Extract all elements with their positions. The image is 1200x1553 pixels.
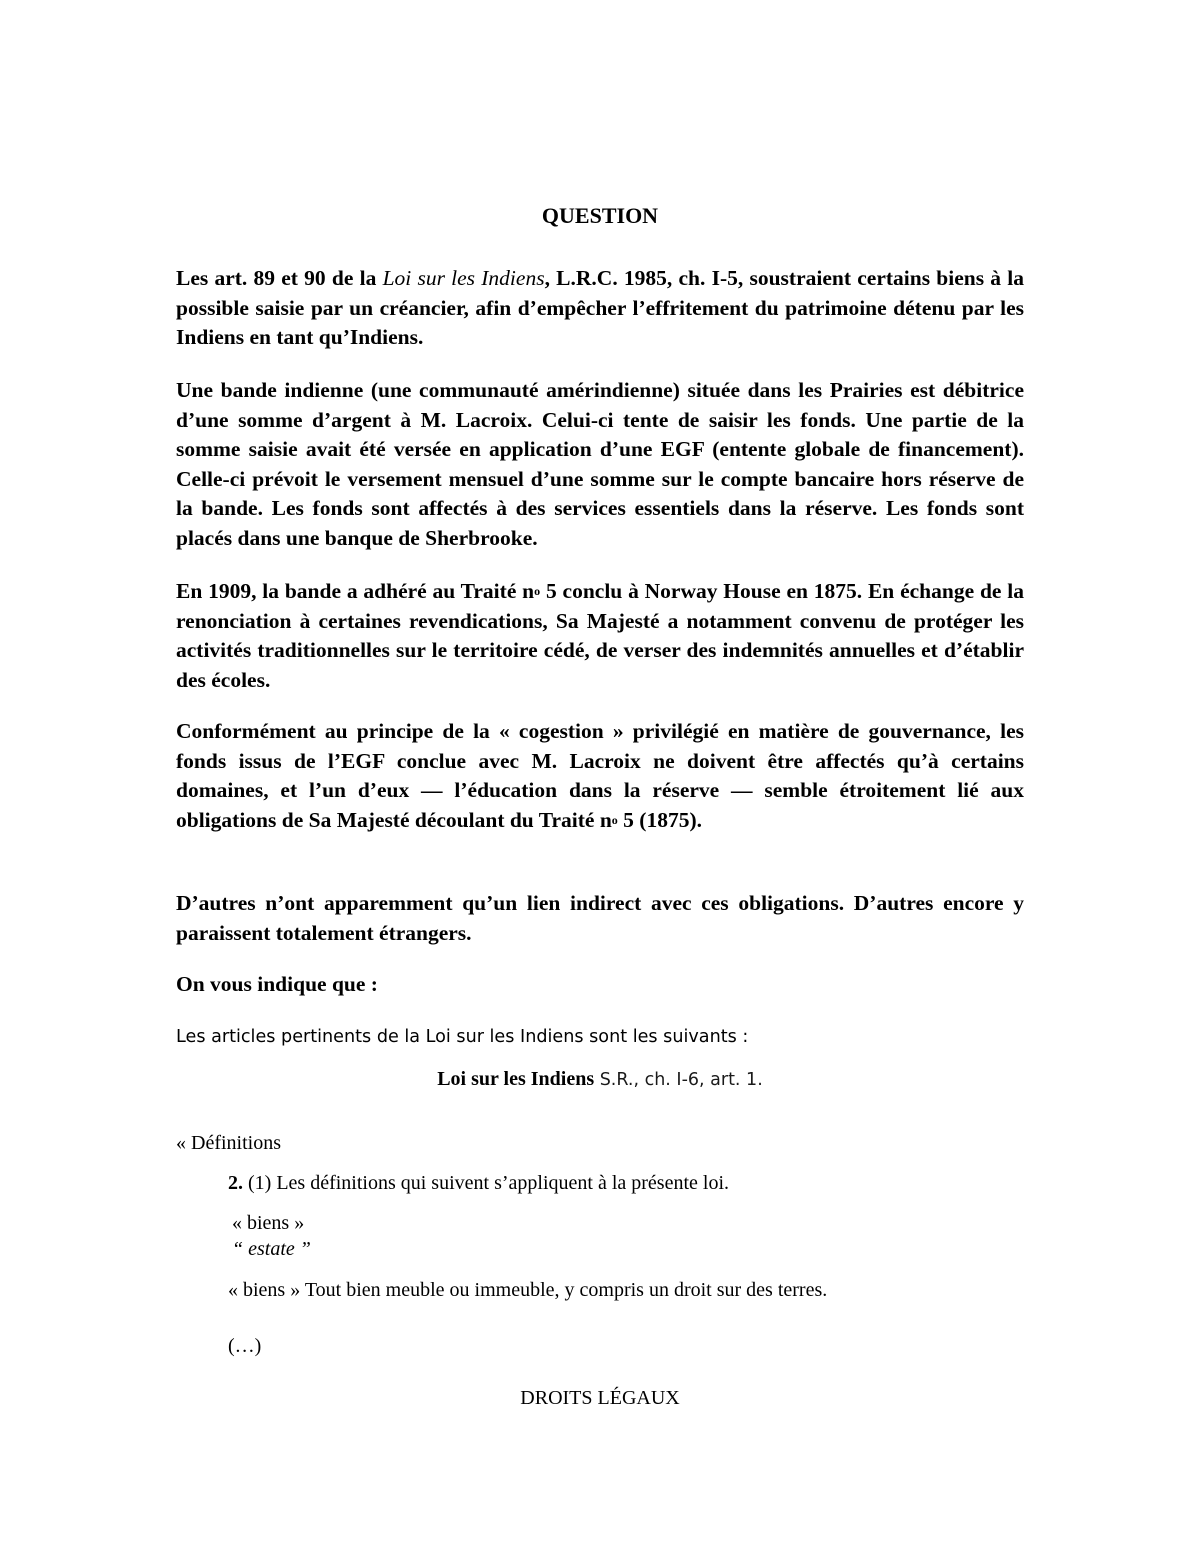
ellipsis: (…) [228,1335,262,1357]
term-english: “ estate ” [232,1238,311,1260]
law-title-line [176,1064,1024,1096]
p4-ordinal-marker: o [611,812,618,827]
definitions-heading: « Définitions [176,1132,281,1154]
paragraph-3 [176,577,1024,695]
section-text: (1) Les définitions qui suivent s’appliquent à la présente loi. [243,1172,729,1194]
p4-text-1: Conformément au principe de la « cogestion » privilégié en matière de gouvernance, les fonds issus de l’EGF conclue avec M. Lacroix ne doivent être affectés qu’à certains domaines, et l’un d’eux — l’éducation dans la réserve — semble étroitement lié aux obligations de Sa Majesté découlant du Traité n [176,719,1024,832]
p3-ordinal-marker: o [534,584,541,598]
paragraph-6: On vous indique que : [176,972,378,996]
intro-line: Les articles pertinents de la Loi sur les Indiens sont les suivants : [176,1027,749,1047]
paragraph-1 [176,264,1024,353]
p3-text-1: En 1909, la bande a adhéré au Traité n [176,579,535,603]
paragraph-2: Une bande indienne (une communauté amérindienne) située dans les Prairies est débitrice d’une somme d’argent à M. Lacroix. Celui-ci tente de saisir les fonds. Une partie de la somme saisie avait été versée en application d’une EGF (entente globale de financement). Celle-ci prévoit le versement mensuel d’une somme sur le compte bancaire hors réserve de la bande. Les fonds sont affectés à des services essentiels dans la réserve. Les fonds sont placés dans une banque de Sherbrooke. [176,378,1024,550]
subheading-droits-legaux: DROITS LÉGAUX [520,1387,680,1409]
p1-law-title-italic: Loi sur les Indiens [382,266,545,290]
p1-text-before: Les art. 89 et 90 de la [176,266,383,290]
law-title-bold: Loi sur les Indiens [437,1068,595,1090]
definition-text: « biens » Tout bien meuble ou immeuble, y compris un droit sur des terres. [228,1279,828,1301]
section-number: 2. [228,1172,243,1194]
page-title: QUESTION [541,203,659,228]
p1-text-after: , L.R.C. 1985, ch. I-5, soustraient certains biens à la possible saisie par un créancier, afin d’empêcher l’effritement du patrimoine détenu par les Indiens en tant qu’Indiens. [176,266,1024,350]
paragraph-5: D’autres n’ont apparemment qu’un lien indirect avec ces obligations. D’autres encore y paraissent totalement étrangers. [176,891,1024,945]
section-2-line [228,1169,729,1197]
p4-text-2: 5 (1875). [617,807,702,832]
paragraph-4 [176,717,1024,835]
term-french: « biens » [232,1212,305,1234]
p3-text-2: 5 conclu à Norway House en 1875. En échange de la renonciation à certaines revendications, Sa Majesté a notamment convenu de protéger les activités traditionnelles sur le territoire cédé, de verser des indemnités annuelles et d’établir des écoles. [176,579,1024,692]
law-title-reference: S.R., ch. I-6, art. 1. [594,1070,763,1090]
